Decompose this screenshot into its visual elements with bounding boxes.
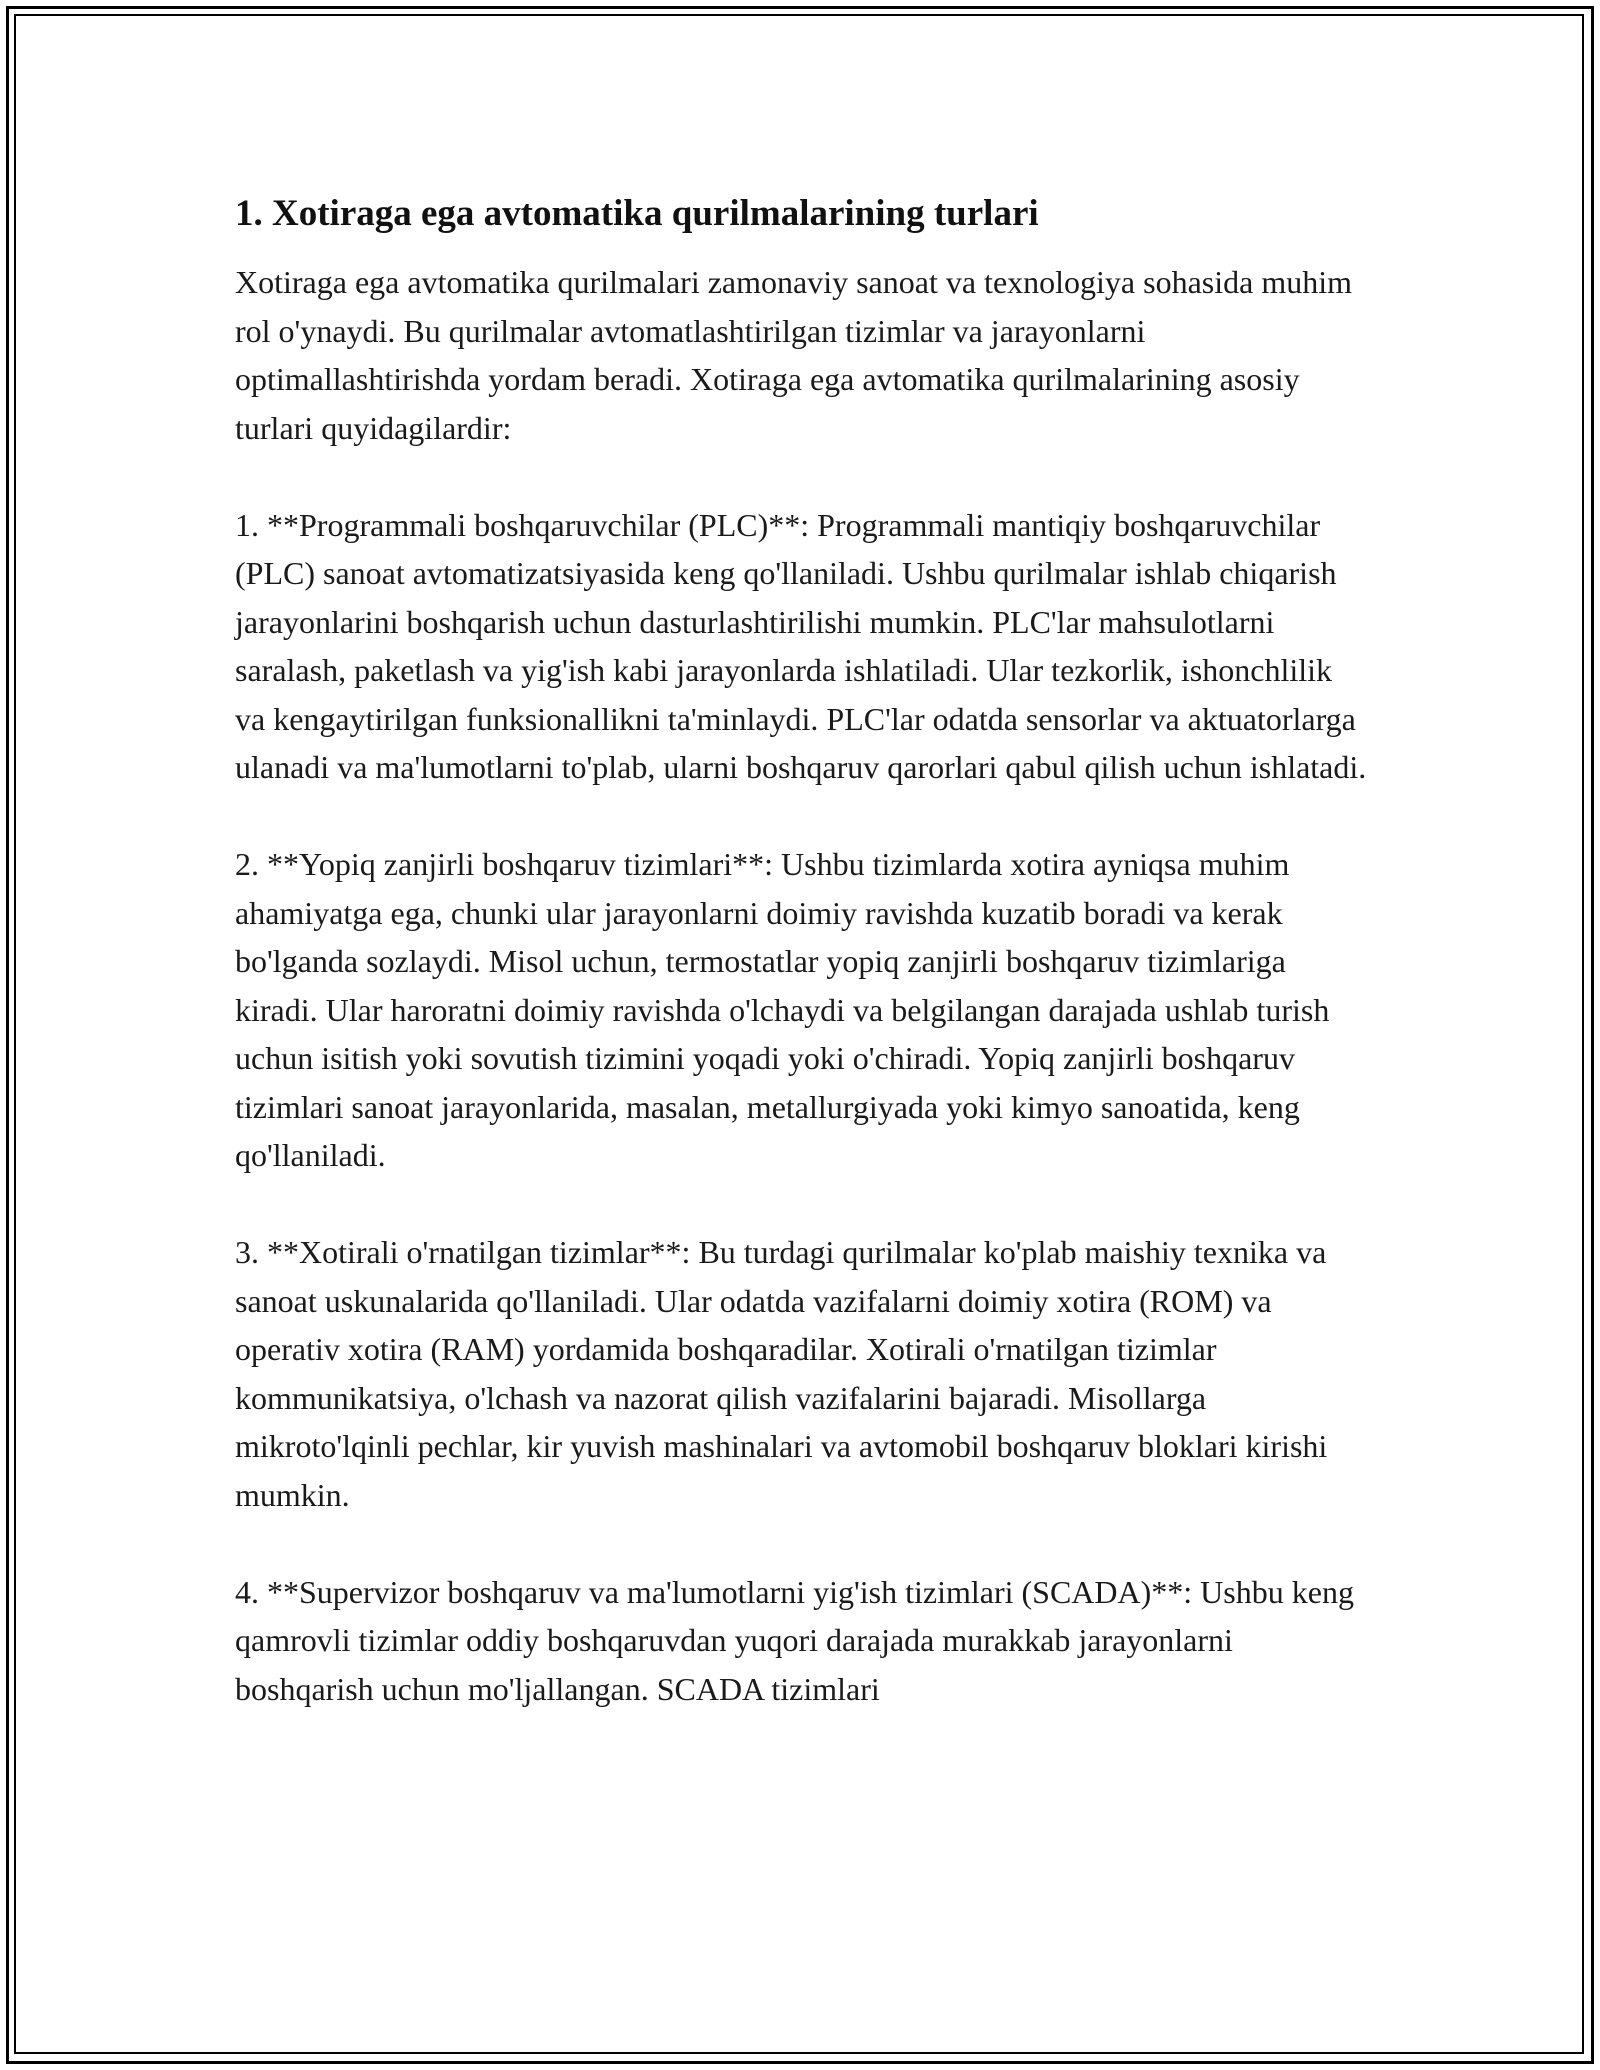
document-body [235,188,1370,1713]
intro-paragraph: Xotiraga ega avtomatika qurilmalari zamonaviy sanoat va texnologiya sohasida muhim rol o'ynaydi. Bu qurilmalar avtomatlashtirilgan tizimlar va jarayonlarni optimallashtirishda yordam beradi. Xotiraga ega avtomatika qurilmalarining asosiy turlari quyidagilardir: [235,264,1352,446]
paragraph-embedded: 3. **Xotirali o'rnatilgan tizimlar**: Bu turdagi qurilmalar ko'plab maishiy texnika va sanoat uskunalarida qo'llaniladi. Ular odatda vazifalarni doimiy xotira (ROM) va operativ xotira (RAM) yordamida boshqaradilar. Xotirali o'rnatilgan tizimlar kommunikatsiya, o'lchash va nazorat qilish vazifalarini bajaradi. Misollarga mikroto'lqinli pechlar, kir yuvish mashinalari va avtomobil boshqaruv bloklari kirishi mumkin. [235,1234,1328,1513]
section-heading: 1. Xotiraga ega avtomatika qurilmalarining turlari [235,193,1039,234]
paragraph-closed-loop: 2. **Yopiq zanjirli boshqaruv tizimlari**: Ushbu tizimlarda xotira ayniqsa muhim ahamiyatga ega, chunki ular jarayonlarni doimiy ravishda kuzatib boradi va kerak bo'lganda sozlaydi. Misol uchun, termostatlar yopiq zanjirli boshqaruv tizimlariga kiradi. Ular haroratni doimiy ravishda o'lchaydi va belgilangan darajada ushlab turish uchun isitish yoki sovutish tizimini yoqadi yoki o'chiradi. Yopiq zanjirli boshqaruv tizimlari sanoat jarayonlarida, masalan, metallurgiyada yoki kimyo sanoatida, keng qo'llaniladi. [235,846,1330,1173]
paragraph-scada: 4. **Supervizor boshqaruv va ma'lumotlarni yig'ish tizimlari (SCADA)**: Ushbu keng qamrovli tizimlar oddiy boshqaruvdan yuqori darajada murakkab jarayonlarni boshqarish uchun mo'ljallangan. SCADA tizimlari [235,1573,1354,1707]
paragraph-plc: 1. **Programmali boshqaruvchilar (PLC)**: Programmali mantiqiy boshqaruvchilar (PLC) sanoat avtomatizatsiyasida keng qo'llaniladi. Ushbu qurilmalar ishlab chiqarish jarayonlarini boshqarish uchun dasturlashtirilishi mumkin. PLC'lar mahsulotlarni saralash, paketlash va yig'ish kabi jarayonlarda ishlatiladi. Ular tezkorlik, ishonchlilik va kengaytirilgan funksionallikni ta'minlaydi. PLC'lar odatda sensorlar va aktuatorlarga ulanadi va ma'lumotlarni to'plab, ularni boshqaruv qarorlari qabul qilish uchun ishlatadi. [235,506,1367,785]
